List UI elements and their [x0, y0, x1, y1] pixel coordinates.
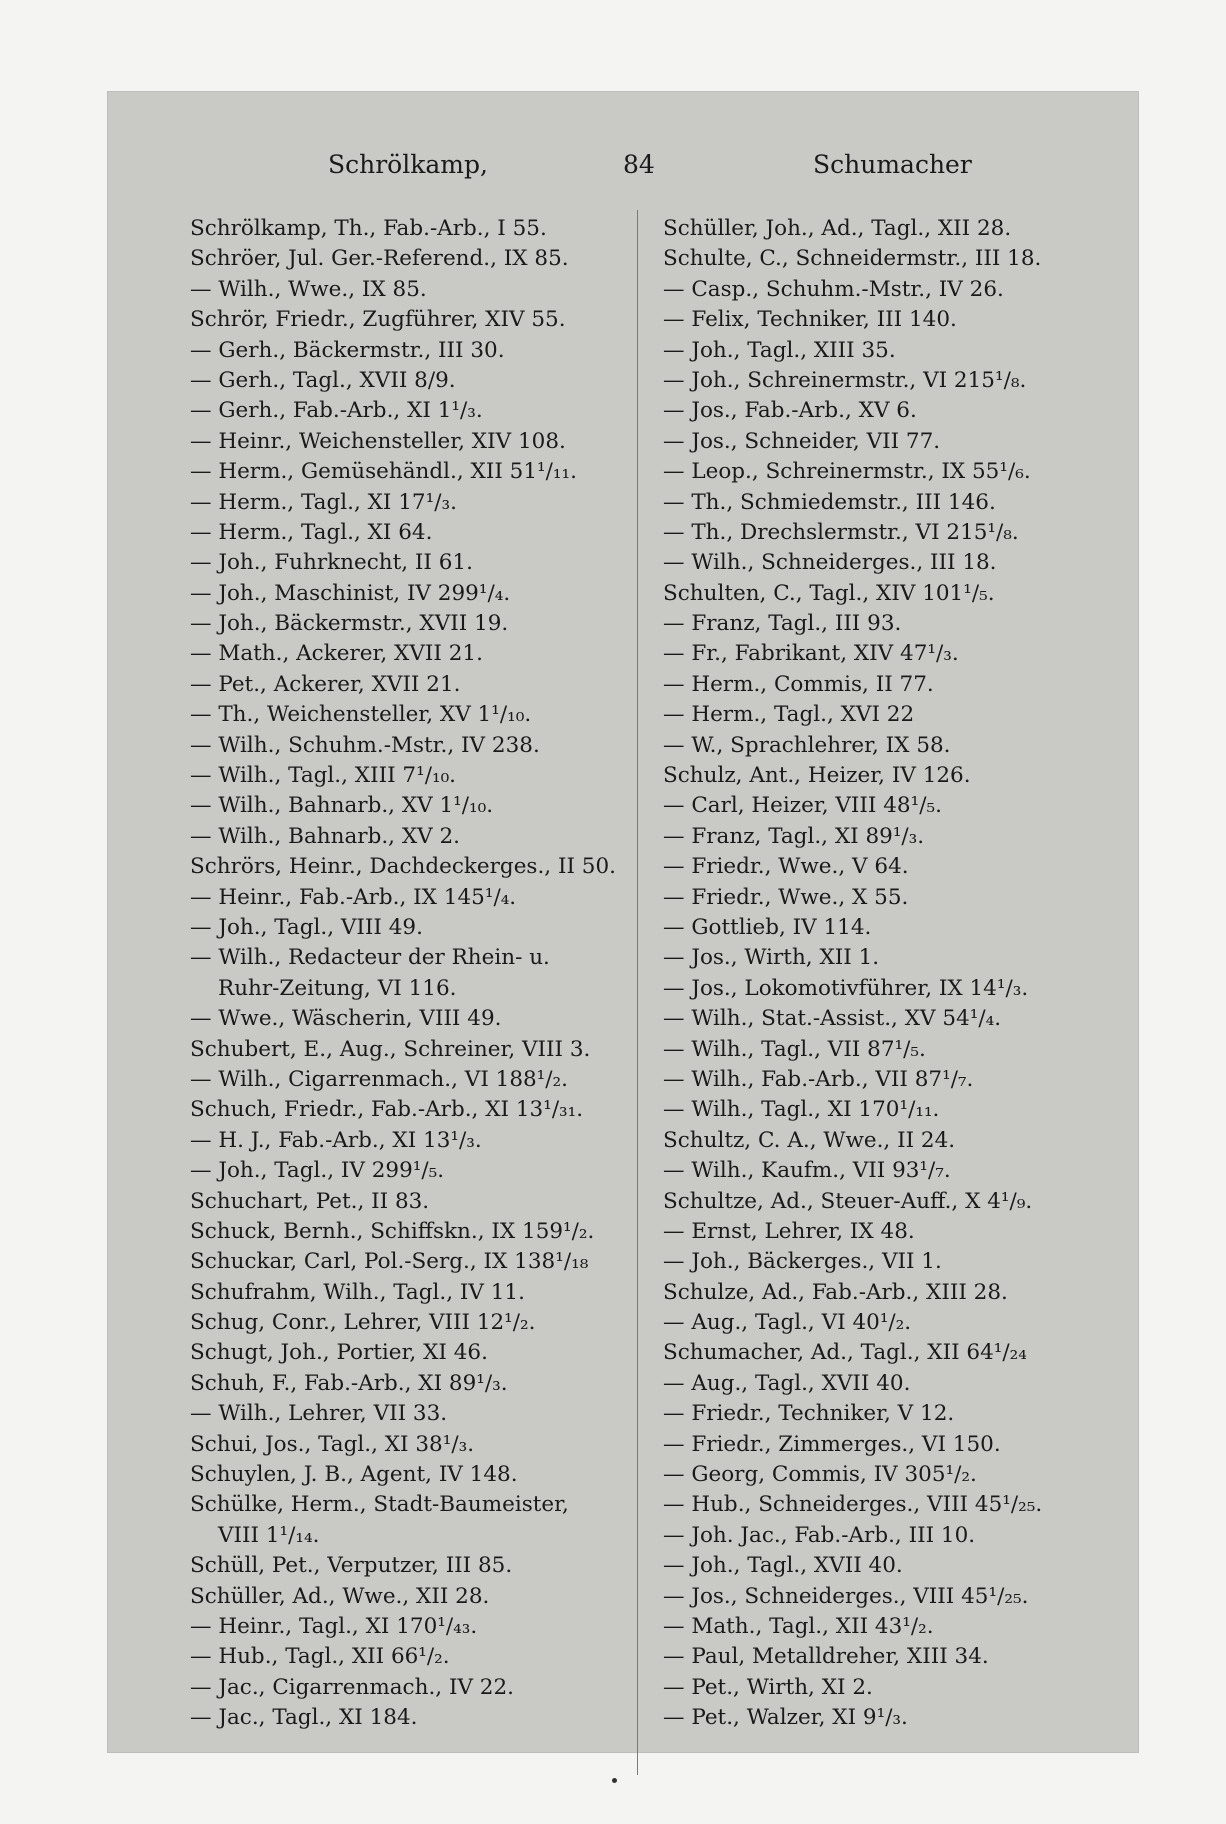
directory-entry: — Jos., Schneiderges., VIII 45¹/₂₅. [663, 1583, 1029, 1609]
header-left-keyword: Schrölkamp, [328, 150, 488, 179]
directory-entry: Schugt, Joh., Portier, XI 46. [190, 1340, 488, 1366]
directory-entry: — Wilh., Bahnarb., XV 2. [190, 823, 461, 849]
directory-entry: — Herm., Tagl., XVI 22 [663, 702, 915, 728]
directory-entry: — Heinr., Tagl., XI 170¹/₄₃. [190, 1613, 478, 1639]
directory-entry: — Paul, Metalldreher, XIII 34. [663, 1644, 989, 1670]
directory-page [108, 92, 1138, 1752]
directory-entry: Schufrahm, Wilh., Tagl., IV 11. [190, 1279, 525, 1305]
header-right-keyword: Schumacher [813, 150, 972, 179]
directory-entry: Schubert, E., Aug., Schreiner, VIII 3. [190, 1036, 591, 1062]
directory-entry: — Joh., Bäckerges., VII 1. [663, 1249, 942, 1275]
directory-entry: — Wilh., Schneiderges., III 18. [663, 550, 997, 576]
directory-entry: — Math., Tagl., XII 43¹/₂. [663, 1613, 934, 1639]
directory-entry: — Wilh., Wwe., IX 85. [190, 276, 427, 302]
directory-entry: — Ernst, Lehrer, IX 48. [663, 1218, 915, 1244]
directory-entry: — Jos., Wirth, XII 1. [663, 945, 880, 971]
directory-entry: — Franz, Tagl., XI 89¹/₃. [663, 823, 925, 849]
directory-entry: — Hub., Tagl., XII 66¹/₂. [190, 1644, 450, 1670]
directory-entry: Schultz, C. A., Wwe., II 24. [663, 1127, 956, 1153]
directory-entry: Schrör, Friedr., Zugführer, XIV 55. [190, 307, 566, 333]
directory-entry: — Heinr., Weichensteller, XIV 108. [190, 428, 566, 454]
directory-entry: Schrörs, Heinr., Dachdeckerges., II 50. [190, 854, 616, 880]
directory-entry: — Hub., Schneiderges., VIII 45¹/₂₅. [663, 1492, 1043, 1518]
directory-entry: — Casp., Schuhm.-Mstr., IV 26. [663, 276, 1004, 302]
directory-entry: — Wilh., Fab.-Arb., VII 87¹/₇. [663, 1066, 974, 1092]
directory-entry: — Carl, Heizer, VIII 48¹/₅. [663, 793, 942, 819]
directory-entry: Schulten, C., Tagl., XIV 101¹/₅. [663, 580, 995, 606]
directory-entry: — Joh., Tagl., XIII 35. [663, 337, 896, 363]
directory-entry: — Heinr., Fab.-Arb., IX 145¹/₄. [190, 884, 517, 910]
directory-entry: Schröer, Jul. Ger.-Referend., IX 85. [190, 246, 569, 272]
directory-entry: — Wwe., Wäscherin, VIII 49. [190, 1006, 502, 1032]
directory-entry: Schumacher, Ad., Tagl., XII 64¹/₂₄ [663, 1340, 1027, 1366]
page-header [108, 150, 1138, 190]
directory-entry: — Pet., Wirth, XI 2. [663, 1674, 873, 1700]
directory-entry: Schug, Conr., Lehrer, VIII 12¹/₂. [190, 1310, 536, 1336]
directory-entry: — Joh., Maschinist, IV 299¹/₄. [190, 580, 511, 606]
directory-entry: — Fr., Fabrikant, XIV 47¹/₃. [663, 641, 959, 667]
directory-entry: — Georg, Commis, IV 305¹/₂. [663, 1462, 977, 1488]
directory-entry: — Felix, Techniker, III 140. [663, 307, 957, 333]
directory-entry: — Th., Drechslermstr., VI 215¹/₈. [663, 519, 1019, 545]
footer-dot [612, 1778, 617, 1783]
directory-entry: — Joh., Tagl., IV 299¹/₅. [190, 1158, 445, 1184]
page-number: 84 [623, 150, 655, 179]
directory-entry: — H. J., Fab.-Arb., XI 13¹/₃. [190, 1127, 482, 1153]
directory-entry: Ruhr-Zeitung, VI 116. [218, 975, 457, 1001]
directory-entry: — Jos., Schneider, VII 77. [663, 428, 941, 454]
directory-entry: — Wilh., Tagl., XIII 7¹/₁₀. [190, 763, 457, 789]
directory-entry: Schuh, F., Fab.-Arb., XI 89¹/₃. [190, 1370, 508, 1396]
directory-entry: — W., Sprachlehrer, IX 58. [663, 732, 951, 758]
directory-entry: — Wilh., Cigarrenmach., VI 188¹/₂. [190, 1066, 568, 1092]
right-column [663, 214, 1123, 1734]
directory-entry: Schulte, C., Schneidermstr., III 18. [663, 246, 1042, 272]
directory-entry: Schrölkamp, Th., Fab.-Arb., I 55. [190, 216, 547, 241]
directory-entry: — Friedr., Techniker, V 12. [663, 1401, 955, 1427]
directory-entry: — Herm., Commis, II 77. [663, 671, 934, 697]
directory-entry: Schulze, Ad., Fab.-Arb., XIII 28. [663, 1279, 1008, 1305]
directory-entry: — Jos., Lokomotivführer, IX 14¹/₃. [663, 975, 1029, 1001]
directory-entry: — Pet., Walzer, XI 9¹/₃. [663, 1705, 908, 1731]
left-column [190, 214, 638, 1734]
directory-entry: — Friedr., Zimmerges., VI 150. [663, 1431, 1001, 1457]
directory-entry: — Pet., Ackerer, XVII 21. [190, 671, 461, 697]
directory-entry: — Joh., Tagl., VIII 49. [190, 914, 423, 940]
directory-entry: — Wilh., Schuhm.-Mstr., IV 238. [190, 732, 540, 758]
directory-entry: — Gerh., Tagl., XVII 8/9. [190, 367, 456, 393]
directory-entry: — Joh., Tagl., XVII 40. [663, 1553, 903, 1579]
directory-entry: Schüll, Pet., Verputzer, III 85. [190, 1553, 513, 1579]
directory-entry: — Math., Ackerer, XVII 21. [190, 641, 483, 667]
directory-entry: — Th., Schmiedemstr., III 146. [663, 489, 996, 515]
directory-entry: Schülke, Herm., Stadt-Baumeister, [190, 1492, 569, 1518]
directory-entry: — Wilh., Stat.-Assist., XV 54¹/₄. [663, 1006, 1002, 1032]
directory-entry: Schuck, Bernh., Schiffskn., IX 159¹/₂. [190, 1218, 595, 1244]
column-divider [637, 210, 638, 1775]
directory-entry: — Joh., Fuhrknecht, II 61. [190, 550, 473, 576]
directory-entry: — Jac., Tagl., XI 184. [190, 1705, 418, 1731]
directory-entry: Schuckar, Carl, Pol.-Serg., IX 138¹/₁₈ [190, 1249, 589, 1275]
directory-entry: — Wilh., Tagl., XI 170¹/₁₁. [663, 1097, 940, 1123]
directory-entry: — Jac., Cigarrenmach., IV 22. [190, 1674, 514, 1700]
directory-entry: Schuch, Friedr., Fab.-Arb., XI 13¹/₃₁. [190, 1097, 584, 1123]
directory-entry: — Jos., Fab.-Arb., XV 6. [663, 398, 917, 424]
directory-entry: — Joh., Bäckermstr., XVII 19. [190, 611, 509, 637]
directory-entry: — Aug., Tagl., XVII 40. [663, 1370, 911, 1396]
directory-entry: — Wilh., Lehrer, VII 33. [190, 1401, 448, 1427]
directory-entry: — Herm., Gemüsehändl., XII 51¹/₁₁. [190, 459, 577, 485]
directory-entry: Schulz, Ant., Heizer, IV 126. [663, 763, 971, 789]
directory-entry: — Joh. Jac., Fab.-Arb., III 10. [663, 1522, 976, 1548]
directory-entry: Schüller, Joh., Ad., Tagl., XII 28. [663, 216, 1012, 241]
directory-entry: — Herm., Tagl., XI 64. [190, 519, 433, 545]
directory-entry: Schüller, Ad., Wwe., XII 28. [190, 1583, 490, 1609]
directory-entry: — Herm., Tagl., XI 17¹/₃. [190, 489, 457, 515]
directory-entry: Schultze, Ad., Steuer-Auff., X 4¹/₉. [663, 1188, 1033, 1214]
directory-entry: — Wilh., Kaufm., VII 93¹/₇. [663, 1158, 951, 1184]
directory-entry: — Gottlieb, IV 114. [663, 914, 872, 940]
directory-entry: — Wilh., Redacteur der Rhein- u. [190, 945, 550, 971]
directory-entry: — Franz, Tagl., III 93. [663, 611, 902, 637]
directory-entry: — Gerh., Fab.-Arb., XI 1¹/₃. [190, 398, 483, 424]
directory-entry: — Friedr., Wwe., V 64. [663, 854, 909, 880]
directory-entry: Schui, Jos., Tagl., XI 38¹/₃. [190, 1431, 475, 1457]
directory-entry: — Aug., Tagl., VI 40¹/₂. [663, 1310, 912, 1336]
directory-entry: — Wilh., Bahnarb., XV 1¹/₁₀. [190, 793, 494, 819]
directory-entry: — Leop., Schreinermstr., IX 55¹/₆. [663, 459, 1031, 485]
directory-entry: VIII 1¹/₁₄. [218, 1522, 320, 1548]
directory-entry: — Joh., Schreinermstr., VI 215¹/₈. [663, 367, 1027, 393]
directory-entry: — Gerh., Bäckermstr., III 30. [190, 337, 505, 363]
directory-entry: — Th., Weichensteller, XV 1¹/₁₀. [190, 702, 532, 728]
directory-entry: Schuchart, Pet., II 83. [190, 1188, 430, 1214]
directory-entry: — Wilh., Tagl., VII 87¹/₅. [663, 1036, 926, 1062]
directory-entry: Schuylen, J. B., Agent, IV 148. [190, 1462, 518, 1488]
directory-entry: — Friedr., Wwe., X 55. [663, 884, 909, 910]
